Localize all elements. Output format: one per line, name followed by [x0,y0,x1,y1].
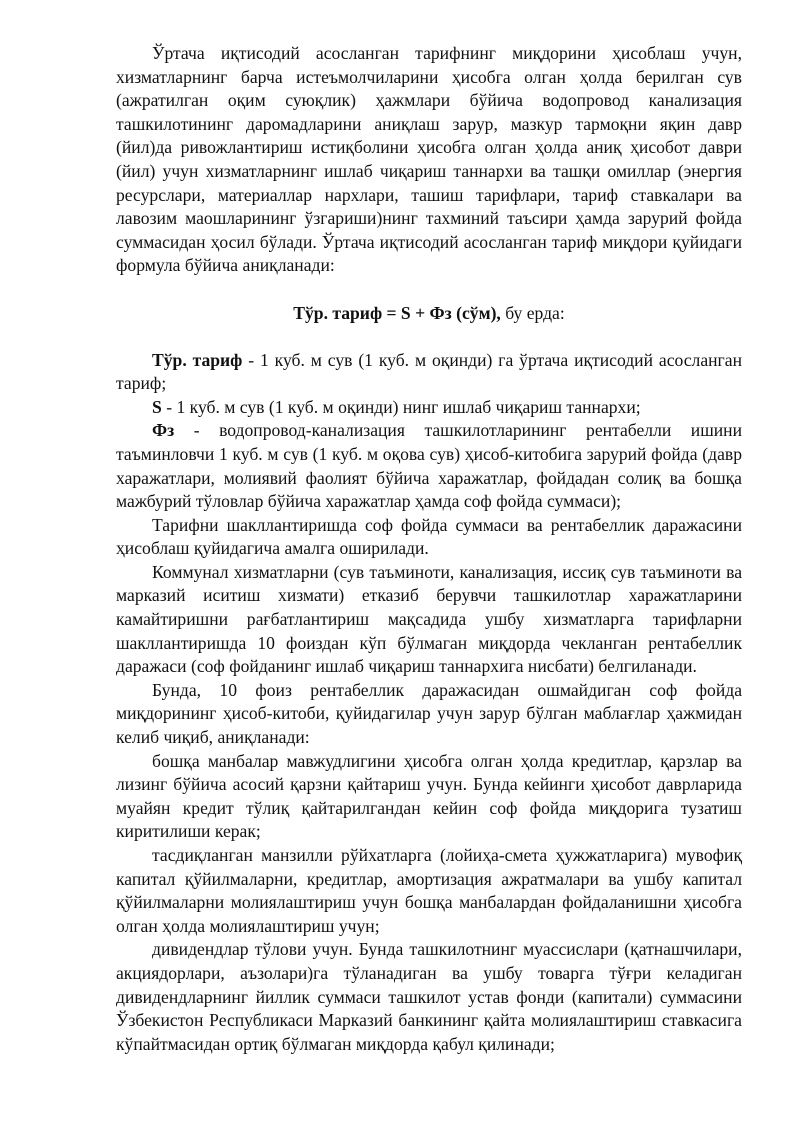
definition-text-tariff: - 1 куб. м сув (1 куб. м оқинди) га ўртача иқтисодий асосланган тариф; [116,349,743,394]
formula-tail: бу ерда: [500,302,565,323]
formula-line [116,302,742,326]
definition-term-s: S [152,396,162,417]
definition-text-s: - 1 куб. м сув (1 куб. м оқинди) нинг ишлаб чиқариш таннархи; [161,396,641,417]
definition-tariff [116,349,742,396]
formula-expression: Тўр. тариф = S + Фз (сўм), [293,302,501,323]
definition-term-fz: Фз [152,420,175,441]
definition-s [116,396,742,420]
paragraph-communal-services: Коммунал хизматларни (сув таъминоти, канализация, иссиқ сув таъминоти ва марказий иситиш хизмати) етказиб берувчи ташкилотлар харажатларини камайтиришни рағбатлантириш мақсадида ушбу хизматларга тарифларни шакллантиришда 10 фоиздан кўп бўлмаган миқдорда чекланган рентабеллик даражаси (соф фойданинг ишлаб чиқариш таннархига нисбати) белгиланади. [116,561,742,677]
definition-text-fz: - водопровод-канализация ташкилотларининг рентабелли ишини таъминловчи 1 куб. м сув (1 куб. м оқова сув) ҳисоб-китобига зарурий фойда (давр харажатлари, молиявий фаолият бўйича харажатлар, фойдадан солиқ ва бошқа мажбурий тўловлар бўйича харажатлар ҳамда соф фойда суммаси); [116,420,742,512]
paragraph-dividends: дивидендлар тўлови учун. Бунда ташкилотнинг муассислари (қатнашчилари, акциядорлари, аъзолари)га тўланадиган ва ушбу товарга тўғри келадиган дивидендларнинг йиллик суммаси ташкилот устав фонди (капитали) суммасини Ўзбекистон Республикаси Марказий банкининг қайта молиялаштириш ставкасига кўпайтмасидан ортиқ бўлмаган миқдорда қабул қилинади; [116,939,742,1054]
paragraph-tariff-forming: Тарифни шакллантиришда соф фойда суммаси ва рентабеллик даражасини ҳисоблаш қуйидагича амалга оширилади. [116,514,742,559]
definition-fz [116,419,742,513]
definition-term-tariff: Тўр. тариф [152,349,243,370]
paragraph-profit-calculation: Бунда, 10 фоиз рентабеллик даражасидан ошмайдиган соф фойда миқдорининг ҳисоб-китоби, қуйидагилар учун зарур бўлган маблағлар ҳажмидан келиб чиқиб, аниқланади: [116,679,742,748]
paragraph-credit-repayment: бошқа манбалар мавжудлигини ҳисобга олган ҳолда кредитлар, қарзлар ва лизинг бўйича асосий қарзни қайтариш учун. Бунда кейинги ҳисобот даврларида муайян кредит тўлиқ қайтарилгандан кейин соф фойда миқдорига тузатиш киритилиши керак; [116,750,742,842]
paragraph-intro: Ўртача иқтисодий асосланган тарифнинг миқдорини ҳисоблаш учун, хизматларнинг барча истеъмолчиларини ҳисобга олган ҳолда берилган сув (ажратилган оқим суюқлик) ҳажмлари бўйича водопровод канализация ташкилотининг даромадларини аниқлаш зарур, мазкур тармоқни яқин давр (йил)да ривожлантириш истиқболини ҳисобга олган ҳолда аниқ ҳисобот даври (йил) учун хизматларнинг ишлаб чиқариш таннархи ва ташқи омиллар (энергия ресурслари, материаллар нархлари, ташиш тарифлари, тариф ставкалари ва лавозим маошларининг ўзгариши)нинг тахминий таъсири ҳамда зарурий фойда суммасидан ҳосил бўлади. Ўртача иқтисодий асосланган тариф миқдори қуйидаги формула бўйича аниқланади: [116,43,742,276]
paragraph-capital-investment: тасдиқланган манзилли рўйхатларга (лойиҳа-смета ҳужжатларига) мувофиқ капитал қўйилмаларни, кредитлар, амортизация ажратмалари ва ушбу капитал қўйилмаларни молиялаштириш учун бошқа манбалардан фойдаланишни ҳисобга олган ҳолда молиялаштириш учун; [116,845,742,936]
